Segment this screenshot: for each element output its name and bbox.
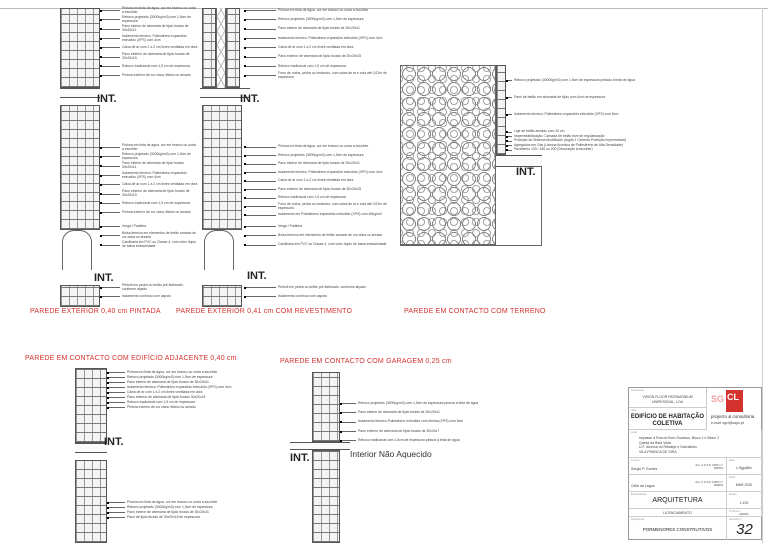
leader-line bbox=[109, 512, 125, 513]
leader-line bbox=[109, 407, 125, 408]
leader-line bbox=[342, 431, 356, 432]
annotation-item bbox=[100, 292, 198, 301]
field-revisao bbox=[727, 509, 762, 517]
leader-line bbox=[246, 47, 276, 48]
annotation-text: Isolamento contínuo com capoto bbox=[278, 294, 328, 299]
wall-masonry bbox=[496, 65, 506, 155]
leader-line bbox=[102, 175, 120, 176]
field-desenho-numero bbox=[727, 517, 762, 540]
leader-line bbox=[102, 184, 120, 185]
section-title: PAREDE EM CONTACTO COM EDIFÍCIO ADJACENTE 0,40 cm bbox=[25, 355, 237, 362]
company-logo bbox=[711, 390, 761, 430]
field-label: Obra bbox=[631, 409, 637, 412]
leader-line bbox=[109, 507, 125, 508]
annotation-text: Reboco projetado (3000kg/m3) com 1,5cm de espessura bbox=[122, 152, 191, 160]
leader-line bbox=[246, 287, 276, 288]
leader-line bbox=[246, 296, 276, 297]
annotation-list bbox=[244, 222, 386, 250]
annotation-text: Pano interior de alvenaria de tijolo furado de 30x20x11 bbox=[358, 410, 440, 415]
annotation-item bbox=[100, 6, 198, 15]
wall-masonry bbox=[60, 285, 100, 307]
annotation-item bbox=[244, 203, 394, 212]
requerente-line: UNIPESSOAL, LDA bbox=[651, 400, 684, 404]
annotation-item bbox=[340, 436, 478, 445]
annotation-item bbox=[100, 208, 198, 217]
leader-line bbox=[102, 296, 120, 297]
leader-line bbox=[342, 422, 356, 423]
annotation-list bbox=[100, 143, 198, 217]
annotation-text: Pintura exterior de cor clara, titânio ou areado bbox=[122, 209, 191, 214]
annotation-text: Reboco projetado (3000kg/m3) com 1,5cm de espessura bbox=[127, 504, 213, 509]
annotation-item bbox=[244, 292, 366, 301]
leader-line bbox=[246, 235, 276, 236]
annotation-item bbox=[244, 52, 394, 61]
annotation-list bbox=[100, 283, 198, 302]
leader-line bbox=[508, 97, 512, 98]
annotation-item bbox=[340, 427, 478, 436]
annotation-item bbox=[100, 180, 198, 189]
annotation-text: Caixa de ar com 1 a 2 cm livres ventilada em obra bbox=[122, 44, 198, 49]
annotation-text: Pintura em tinta de água, cor em branco ou outra a escolher bbox=[122, 5, 196, 14]
annotation-text: Caixa de ar com 1 a 2 cm livres ventilada em obra bbox=[278, 178, 354, 183]
wall-masonry bbox=[202, 105, 242, 230]
annotation-item bbox=[244, 143, 394, 152]
annotation-item bbox=[100, 199, 198, 208]
leader-line bbox=[109, 387, 125, 388]
drawing-number: 32 bbox=[736, 521, 753, 538]
annotation-text: Pano exterior de alvenaria de tijolo furado de 30x20x15 bbox=[278, 54, 362, 59]
leader-line bbox=[102, 66, 120, 67]
leader-line bbox=[342, 440, 356, 441]
annotation-item bbox=[100, 143, 198, 152]
annotation-text: Pano interior de alvenaria de tijolo furado de 30x20x11 bbox=[278, 26, 360, 31]
annotation-item bbox=[100, 162, 198, 171]
annotation-text: Pintura em tinta de água, cor em branco ou outra a escolher bbox=[278, 7, 369, 12]
annotation-text: Isolamento térmico Poliestireno extrudido com lâmina (XPS) com 6cm bbox=[358, 419, 464, 424]
annotation-text: Reboco projetado (3000kg/m3) com 1,5cm de espessura bbox=[278, 17, 364, 22]
annotation-list bbox=[107, 370, 231, 410]
wall-masonry bbox=[75, 460, 107, 543]
leader-line bbox=[246, 172, 276, 173]
leader-line bbox=[246, 147, 276, 148]
annotation-text: Reboco projetado (3000kg/m3) com 1,5cm de espessura bbox=[278, 152, 364, 157]
annotation-list bbox=[506, 72, 635, 123]
floor-slab bbox=[60, 88, 100, 98]
field-label: Designação bbox=[631, 518, 645, 521]
leader-line bbox=[109, 517, 125, 518]
leader-line bbox=[102, 19, 120, 20]
especialidade-value: ARQUITETURA bbox=[652, 497, 703, 504]
annotation-list bbox=[340, 399, 478, 445]
designacao-value: PORMENORES CONSTRUTIVOS bbox=[642, 527, 713, 532]
insulation-layer bbox=[216, 8, 226, 88]
leader-line bbox=[342, 412, 356, 413]
annotation-text: Pano exterior de alvenaria de tijolo furado de 30x20x15 bbox=[278, 186, 362, 191]
annotation-item bbox=[100, 171, 198, 180]
logo-sg: SG bbox=[711, 394, 725, 404]
annotation-item bbox=[506, 89, 635, 106]
annotation-text: Isolamento em Poliestireno expandido extrudido (XPS) com 60kg/m3 bbox=[278, 212, 382, 217]
annotation-text: Forro de rocha, pedra ou cerâmico, com caixa de ar e cola até 0,02m de espessura bbox=[278, 201, 387, 210]
desenho-name: Célia da Lagoa bbox=[631, 484, 655, 488]
annotation-text: Isolamento térmico: Poliestireno expandido extrudido (XPS) com 4cm bbox=[278, 169, 383, 174]
annotation-text: Reboco tradicional com 1,5cm de espessura pintura a tinta de água bbox=[358, 437, 460, 442]
annotation-item bbox=[244, 15, 394, 24]
annotation-item bbox=[244, 177, 394, 186]
annotation-item bbox=[100, 52, 198, 61]
annotation-item bbox=[244, 6, 394, 15]
annotation-text: Pano interior de alvenaria de tijolo furado de 30x20x11 bbox=[122, 24, 189, 33]
title-block bbox=[628, 387, 762, 540]
interior-label: INT. bbox=[94, 272, 114, 284]
leader-line bbox=[102, 166, 120, 167]
leader-line bbox=[246, 226, 276, 227]
field-designacao bbox=[629, 517, 727, 540]
annotation-text: Isolamento térmico: Poliestireno expandido extrudido (XPS) com 4cm bbox=[278, 35, 383, 40]
annotation-text: Proteção do Sistema Modificado (Argila 1 Cimento Proteção Impermeável) bbox=[514, 138, 627, 143]
leader-line bbox=[246, 155, 276, 156]
annotation-text: Reboco projetado (3000kg/m3) com 1,5cm de espessura bbox=[122, 15, 191, 23]
annotation-item bbox=[340, 418, 478, 427]
section-title: PAREDE EM CONTACTO COM TERRENO bbox=[404, 308, 546, 315]
annotation-text: Laje de betão armado com 20 cm bbox=[514, 129, 565, 134]
unheated-interior-label: Interior Não Aquecido bbox=[350, 449, 432, 459]
leader-line bbox=[246, 198, 276, 199]
leader-line bbox=[109, 377, 125, 378]
annotation-item bbox=[100, 25, 198, 34]
annotation-list bbox=[244, 143, 394, 220]
annotation-text: Pintura em tinta de água, cor em branco ou outra a escolher bbox=[127, 499, 218, 504]
leader-line bbox=[246, 38, 276, 39]
annotation-item bbox=[100, 189, 198, 198]
ground-line bbox=[400, 245, 542, 246]
annotation-text: Reboco projetado (3000kg/m3) com 1,5cm de espessura bbox=[127, 374, 213, 379]
annotation-text: Verga / Padieira bbox=[278, 223, 303, 228]
annotation-text: Reboco tradicional com 1,5 cm de espessura bbox=[127, 399, 195, 404]
wall-masonry bbox=[202, 285, 242, 307]
window-arch bbox=[204, 230, 234, 270]
annotation-text: Impermeabilização: Camada de betão leve de regularização bbox=[514, 133, 605, 138]
annotation-text: Pano de tijolo furado de 30x20x15 de espessura bbox=[127, 514, 200, 519]
leader-line bbox=[109, 372, 125, 373]
annotation-text: Bolsa térmica em elementos de betão armado de cor clara ou areado bbox=[122, 231, 197, 239]
leader-line bbox=[109, 397, 125, 398]
leader-line bbox=[508, 80, 512, 81]
field-label: Desenho nº bbox=[729, 518, 743, 521]
desenho-reg: Arq. nº O.A.P. 3.650 / nº 16990/3 bbox=[695, 481, 723, 487]
field-label: Requerente bbox=[631, 389, 645, 392]
annotation-text: Caixa de ar com 1 a 2 cm livres ventilada em obra bbox=[278, 44, 354, 49]
annotation-text: Caixilharia em PVC ou Classe 4, com vidro duplo de baixa emissividade bbox=[278, 242, 387, 247]
leader-line bbox=[508, 136, 512, 137]
field-desenho bbox=[629, 475, 727, 492]
annotation-list bbox=[244, 283, 366, 302]
annotation-text: Pintura em tinta de água, cor em branco ou outra a escolher bbox=[122, 142, 196, 151]
leader-line bbox=[109, 392, 125, 393]
leader-line bbox=[102, 75, 120, 76]
folha-value: MAR 2020 bbox=[735, 483, 753, 487]
field-label: Especialidade bbox=[631, 493, 647, 496]
field-especialidade bbox=[629, 492, 727, 509]
annotation-item bbox=[506, 148, 626, 153]
field-escala bbox=[727, 492, 762, 509]
annotation-item bbox=[100, 34, 198, 43]
annotation-text: Isolamento térmico: Poliestireno expandido extrudido (XPS) com 4cm bbox=[127, 384, 232, 389]
field-label: Folha bbox=[729, 476, 736, 479]
annotation-item bbox=[100, 222, 198, 231]
annotation-text: Reboco projetado (3000kg/m3) com 1,5cm de espessura pintado a tinta de água bbox=[514, 77, 636, 82]
annotation-text: Bolsa térmica em elementos de betão armado de cor clara ou areado bbox=[278, 233, 383, 238]
leader-line bbox=[246, 189, 276, 190]
leader-line bbox=[102, 29, 120, 30]
interior-label: INT. bbox=[240, 93, 260, 105]
section-title: PAREDE EXTERIOR 0,41 cm COM REVESTIMENTO bbox=[176, 308, 353, 315]
annotation-text: Pano interior de alvenaria de tijolo furado 30x20x11 bbox=[122, 161, 184, 170]
field-label: Data bbox=[729, 459, 735, 462]
annotation-list bbox=[244, 6, 394, 80]
field-data bbox=[727, 458, 762, 475]
interior-label: INT. bbox=[290, 452, 310, 464]
annotation-list bbox=[506, 130, 626, 153]
annotation-text: Reboco tradicional com 1,5 cm de espessura bbox=[278, 63, 346, 68]
leader-line bbox=[508, 145, 512, 146]
leader-line bbox=[246, 19, 276, 20]
leader-line bbox=[508, 141, 512, 142]
annotation-item bbox=[244, 25, 394, 34]
section-title: PAREDE EM CONTACTO COM GARAGEM 0,25 cm bbox=[280, 358, 452, 365]
annotation-text: Reboco tradicional com 1,5 cm de espessura bbox=[122, 200, 190, 205]
annotation-text: Pano exterior de alvenaria de tijolo furado de 30x20x15 bbox=[122, 52, 190, 61]
annotation-item bbox=[244, 152, 394, 161]
obra-line: COLETIVA bbox=[652, 421, 683, 427]
annotation-text: Pintura exterior de cor clara, titânio ou areado bbox=[127, 404, 196, 409]
field-label: Escala bbox=[729, 493, 737, 496]
annotation-item bbox=[244, 43, 394, 52]
revisao-value: 2020/21 bbox=[739, 513, 749, 516]
logo-caption: projecto & consultoria bbox=[711, 414, 755, 419]
annotation-item bbox=[244, 231, 386, 240]
annotation-text: Pano interior de alvenaria de tijolo furado de 30x20x11 bbox=[127, 379, 209, 384]
fase-value: LICENCIAMENTO bbox=[663, 511, 692, 515]
interior-label: INT. bbox=[97, 93, 117, 105]
ground-fill bbox=[400, 65, 496, 245]
annotation-text: Peitoril em pedra ou betão pré-fabricado, conforme alçado bbox=[122, 282, 184, 291]
annotation-item bbox=[244, 222, 386, 231]
annotation-text: Agregados em Gás (Lâmina Acústica de Poliestireno de Alta Densidade) bbox=[514, 142, 623, 147]
leader-line bbox=[102, 147, 120, 148]
field-folha bbox=[727, 475, 762, 492]
wall-masonry bbox=[312, 450, 340, 543]
annotation-text: Isolamento térmico: Poliestireno expandido extrudido (XPS) com 4cm bbox=[122, 170, 187, 179]
annotation-text: Forro de rocha, pedra ou cerâmico, com caixa de ar e cola até 0,02m de espessura bbox=[278, 70, 387, 79]
annotation-text: Isolamento contínuo com capoto bbox=[122, 294, 172, 299]
logo-cl: CL bbox=[726, 390, 743, 412]
escala-value: 1:100 bbox=[739, 501, 749, 505]
local-line: Quinta da Bela Vista bbox=[639, 440, 671, 445]
annotation-text: Pano exterior de alvenaria de tijolo furado de 30x20x7 bbox=[358, 428, 440, 433]
annotation-text: Pintura em tinta de água, cor em branco ou outra a escolher bbox=[127, 369, 218, 374]
wall-masonry bbox=[202, 8, 216, 88]
field-label: Técnico bbox=[631, 459, 640, 462]
leader-line bbox=[246, 215, 276, 216]
field-tecnico bbox=[629, 458, 727, 475]
floor-slab bbox=[75, 443, 107, 453]
annotation-item bbox=[100, 15, 198, 24]
tecnico-name: Sérgio P. Gomes bbox=[631, 467, 658, 471]
interior-label: INT. bbox=[516, 166, 536, 178]
leader-line bbox=[246, 181, 276, 182]
annotation-item bbox=[244, 62, 394, 71]
annotation-text: Pintura em tinta de água, cor em branco ou outra a escolher bbox=[278, 144, 369, 149]
section-title: PAREDE EXTERIOR 0,40 cm PINTADA bbox=[30, 308, 161, 315]
annotation-item bbox=[244, 186, 394, 195]
annotation-list bbox=[100, 6, 198, 80]
wall-masonry bbox=[75, 368, 107, 443]
field-fase bbox=[629, 509, 727, 517]
leader-line bbox=[246, 29, 276, 30]
annotation-text: Pano exterior de alvenaria de tijolo furado 30x20x15 bbox=[127, 394, 206, 399]
tecnico-reg: Arq. nº O.A.P. 3.650 / nº 16878/1 bbox=[695, 464, 723, 470]
annotation-text: Isolamento térmico: Poliestireno expandido extrudido (XPS) com 8cm bbox=[514, 111, 619, 116]
field-obra bbox=[629, 408, 707, 430]
leader-line bbox=[246, 57, 276, 58]
annotation-item bbox=[107, 515, 217, 520]
leader-line bbox=[102, 156, 120, 157]
leader-line bbox=[102, 245, 120, 246]
annotation-item bbox=[506, 72, 635, 89]
leader-line bbox=[246, 164, 276, 165]
leader-line bbox=[102, 203, 120, 204]
leader-line bbox=[246, 75, 276, 76]
annotation-item bbox=[100, 62, 198, 71]
annotation-item bbox=[506, 106, 635, 123]
annotation-text: Reboco tradicional com 1,5 cm de espessura bbox=[122, 63, 190, 68]
annotation-item bbox=[100, 231, 198, 240]
annotation-item bbox=[340, 408, 478, 417]
annotation-item bbox=[100, 152, 198, 161]
annotation-text: Caixa de ar com 1 a 2 cm livres ventilada em obra bbox=[127, 389, 203, 394]
annotation-text: Pano interior de alvenaria de tijolo furado de 30x20x11 bbox=[278, 161, 360, 166]
logo-email: e-mail: sgcl@sapo.pt bbox=[711, 421, 744, 425]
interior-label: INT. bbox=[104, 436, 124, 448]
annotation-text: Verga / Padieira bbox=[122, 223, 147, 228]
annotation-text: Caixilharia em PVC ou Classe 4, com vidro duplo de baixa emissividade bbox=[122, 240, 197, 249]
leader-line bbox=[246, 66, 276, 67]
sheet-frame-right bbox=[762, 8, 763, 543]
annotation-text: Pavimento 100 / 150 ou 200 (Decoração à escolher) bbox=[514, 147, 593, 152]
annotation-item bbox=[340, 399, 478, 408]
leader-line bbox=[109, 502, 125, 503]
annotation-text: Reboco projetado (3000kg/m3) com 1,5cm de espessura pintura a tinta de água bbox=[358, 400, 479, 405]
local-line: Impasse à Rua do Bom Sucesso, Bloco 1 e Bloco 2 bbox=[639, 436, 720, 440]
leader-line bbox=[102, 57, 120, 58]
field-requerente bbox=[629, 388, 707, 408]
field-label: Nº Desen. bbox=[729, 510, 741, 513]
annotation-item bbox=[244, 211, 394, 220]
annotation-text: Pano interior de alvenaria de tijolo furado de 30x20x11 bbox=[127, 509, 209, 514]
leader-line bbox=[246, 10, 276, 11]
annotation-item bbox=[244, 169, 394, 178]
leader-line bbox=[508, 114, 512, 115]
leader-line bbox=[102, 194, 120, 195]
annotation-item bbox=[100, 71, 198, 80]
annotation-text: Isolamento térmico: Poliestireno expandido extrudido (XPS) com 4cm bbox=[122, 33, 187, 42]
annotation-item bbox=[100, 241, 198, 250]
wall-masonry bbox=[226, 8, 240, 88]
annotation-item bbox=[100, 43, 198, 52]
leader-line bbox=[342, 403, 356, 404]
local-line: VILA FRANCA DE XIRA bbox=[639, 449, 677, 454]
window-arch bbox=[62, 230, 92, 270]
wall-masonry bbox=[60, 8, 100, 88]
annotation-list bbox=[100, 222, 198, 250]
wall-masonry bbox=[312, 372, 340, 442]
leader-line bbox=[102, 226, 120, 227]
annotation-text: Reboco tradicional com 1,5 cm de espessura bbox=[278, 195, 346, 200]
annotation-item bbox=[107, 405, 231, 410]
annotation-text: Caixa de ar com 1 a 2 cm livres ventilada em obra bbox=[122, 181, 198, 186]
leader-line bbox=[102, 10, 120, 11]
requerente-line: VISION FLOOR PATRIMONIUM bbox=[642, 395, 693, 399]
annotation-item bbox=[244, 283, 366, 292]
leader-line bbox=[102, 212, 120, 213]
leader-line bbox=[109, 382, 125, 383]
leader-line bbox=[102, 287, 120, 288]
leader-line bbox=[246, 206, 276, 207]
annotation-text: Pintura exterior de cor clara, titânio ou areado bbox=[122, 72, 191, 77]
obra-line: EDIFÍCIO DE HABITAÇÃO bbox=[630, 414, 705, 420]
annotation-item bbox=[244, 71, 394, 80]
field-label: Local bbox=[631, 431, 637, 434]
annotation-text: Peitoril em pedra ou betão pré-fabricado, conforme alçado bbox=[278, 284, 366, 289]
leader-line bbox=[508, 150, 512, 151]
wall-masonry bbox=[60, 105, 100, 230]
annotation-item bbox=[244, 160, 394, 169]
annotation-item bbox=[244, 241, 386, 250]
interior-label: INT. bbox=[247, 270, 267, 282]
leader-line bbox=[102, 47, 120, 48]
annotation-item bbox=[244, 34, 394, 43]
leader-line bbox=[102, 38, 120, 39]
data-value: c.Sgp@lfc bbox=[735, 466, 752, 470]
leader-line bbox=[102, 235, 120, 236]
annotation-list bbox=[107, 500, 217, 520]
annotation-text: Pano exterior de alvenaria de tijolo furado de 30x20x15 bbox=[122, 189, 190, 198]
wall-line bbox=[541, 167, 542, 245]
local-line: U.F. Alverca do Ribatejo e Sobralinho bbox=[639, 445, 697, 449]
annotation-text: Pano de betão em alvenaria de tijolo com 4cm de espessura bbox=[514, 94, 606, 99]
leader-line bbox=[109, 402, 125, 403]
leader-line bbox=[246, 245, 276, 246]
annotation-item bbox=[100, 283, 198, 292]
field-local bbox=[629, 430, 762, 458]
leader-line bbox=[508, 132, 512, 133]
